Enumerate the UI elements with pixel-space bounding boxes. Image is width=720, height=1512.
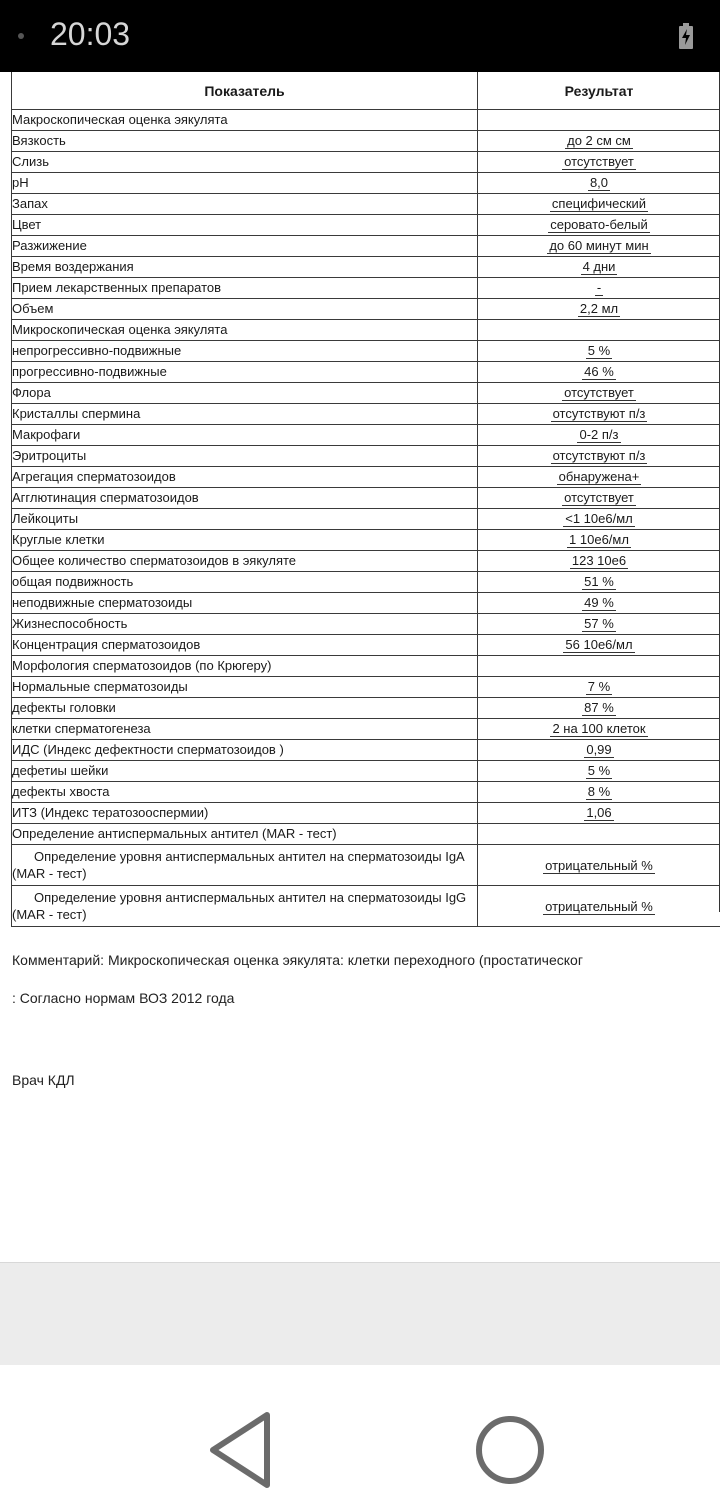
table-row [12,719,720,740]
header-parameter: Показатель [12,72,478,110]
result-value [478,194,720,215]
result-value [478,320,720,341]
home-circle-icon[interactable] [474,1414,546,1486]
table-row [12,194,720,215]
parameter-name: pH [12,173,478,194]
result-value-text: 1,06 [586,805,612,820]
section-title: Морфология сперматозоидов (по Крюгеру) [12,656,478,677]
result-value-text: 5 % [587,763,611,778]
parameter-name: Флора [12,383,478,404]
result-value [478,551,720,572]
result-value [478,152,720,173]
result-value [478,614,720,635]
result-value-text: отрицательный % [545,857,653,873]
table-row [12,152,720,173]
parameter-name: ИТЗ (Индекс тератозооспермии) [12,803,478,824]
parameter-name: Цвет [12,215,478,236]
table-section-row [12,656,720,677]
section-title: Макроскопическая оценка эякулята [12,110,478,131]
parameter-name: Эритроциты [12,446,478,467]
parameter-name: Прием лекарственных препаратов [12,278,478,299]
result-value-text: обнаружена+ [558,469,640,484]
result-value [478,467,720,488]
result-value [478,782,720,803]
table-row [12,677,720,698]
parameter-name: Жизнеспособность [12,614,478,635]
result-value [478,593,720,614]
parameter-name: дефекты хвоста [12,782,478,803]
parameter-name: Определение уровня антиспермальных антител на сперматозоиды IgA (MAR - тест) [12,845,478,886]
result-value-text: 5 % [587,343,611,358]
parameter-name: Разжижение [12,236,478,257]
result-value-text: 0,99 [586,742,612,757]
result-value-text: до 2 см см [567,133,631,148]
result-value-text: 46 % [584,364,614,379]
result-value [478,362,720,383]
table-row [12,698,720,719]
result-value-text: отсутствует [564,154,634,169]
parameter-name: Запах [12,194,478,215]
table-section-row [12,824,720,845]
result-value [478,824,720,845]
battery-charging-icon [679,23,693,49]
result-value [478,719,720,740]
parameter-name: Макрофаги [12,425,478,446]
parameter-name: Агглютинация сперматозоидов [12,488,478,509]
result-value-text: 56 10е6/мл [565,637,633,652]
table-row [12,404,720,425]
parameter-name: непрогрессивно-подвижные [12,341,478,362]
result-value [478,677,720,698]
result-value [478,299,720,320]
parameter-name: Слизь [12,152,478,173]
table-row [12,761,720,782]
result-value-text: 8,0 [589,175,609,190]
parameter-name: Время воздержания [12,257,478,278]
table-section-row [12,110,720,131]
parameter-name: дефетиы шейки [12,761,478,782]
parameter-name: Агрегация сперматозоидов [12,467,478,488]
parameter-name: прогрессивно-подвижные [12,362,478,383]
result-value [478,341,720,362]
result-value-text: специфический [551,196,647,211]
result-value-text: 51 % [584,574,614,589]
result-value-text: - [596,280,602,295]
result-value-text: 57 % [584,616,614,631]
comment-text: Комментарий: Микроскопическая оценка эякулята: клетки переходного (простатическог [12,952,583,968]
result-value [478,740,720,761]
result-value [478,698,720,719]
table-header-row [12,72,720,110]
lab-report-document[interactable] [0,72,720,1262]
navigation-bar [0,1365,720,1512]
parameter-name: Круглые клетки [12,530,478,551]
result-value-text: 1 10е6/мл [569,532,629,547]
result-value [478,131,720,152]
table-row [12,886,720,927]
result-value [478,215,720,236]
result-value [478,173,720,194]
table-row [12,551,720,572]
table-row [12,383,720,404]
parameter-name: ИДС (Индекс дефектности сперматозоидов ) [12,740,478,761]
table-row [12,341,720,362]
norms-text: : Согласно нормам ВОЗ 2012 года [12,990,235,1006]
status-bar [0,0,720,72]
result-value-text: отсутствуют п/з [552,448,646,463]
result-value [478,278,720,299]
result-value-text: отсутствует [564,385,634,400]
result-value [478,425,720,446]
parameter-name: Общее количество сперматозоидов в эякуляте [12,551,478,572]
parameter-name: дефекты головки [12,698,478,719]
parameter-name: Кристаллы спермина [12,404,478,425]
result-value [478,572,720,593]
result-value-text: 87 % [584,700,614,715]
table-row [12,257,720,278]
parameter-name: клетки сперматогенеза [12,719,478,740]
result-value-text: <1 10е6/мл [565,511,633,526]
table-row [12,173,720,194]
result-value-text: отрицательный % [545,898,653,914]
result-value-text: 123 10е6 [571,553,627,568]
result-value-text: 0-2 п/з [579,427,619,442]
result-value [478,110,720,131]
result-value-text: 4 дни [582,259,616,274]
table-row [12,845,720,886]
parameter-name: Лейкоциты [12,509,478,530]
result-value [478,761,720,782]
result-value-text: 2 на 100 клеток [552,721,646,736]
result-value [478,530,720,551]
table-row [12,446,720,467]
parameter-name: Нормальные сперматозоиды [12,677,478,698]
result-value-text: серовато-белый [550,217,648,232]
table-row [12,215,720,236]
result-value-text: 49 % [584,595,614,610]
table-row [12,614,720,635]
doctor-signature-label: Врач КДЛ [12,1072,75,1088]
result-value [478,886,720,927]
table-row [12,530,720,551]
result-value-text: отсутствуют п/з [552,406,646,421]
parameter-name: общая подвижность [12,572,478,593]
result-value [478,383,720,404]
result-value-text: до 60 минут мин [549,238,649,253]
result-value [478,446,720,467]
table-row [12,509,720,530]
result-value [478,656,720,677]
table-row [12,278,720,299]
table-row [12,782,720,803]
table-row [12,593,720,614]
result-value [478,845,720,886]
notification-dot-icon [18,33,24,39]
back-triangle-icon[interactable] [205,1410,275,1490]
table-row [12,803,720,824]
parameter-name: Определение уровня антиспермальных антител на сперматозоиды IgG (MAR - тест) [12,886,478,927]
result-value [478,257,720,278]
table-row [12,467,720,488]
result-value [478,509,720,530]
section-title: Микроскопическая оценка эякулята [12,320,478,341]
result-value [478,404,720,425]
parameter-name: неподвижные сперматозоиды [12,593,478,614]
table-row [12,299,720,320]
table-section-row [12,320,720,341]
table-row [12,572,720,593]
table-row [12,362,720,383]
result-value-text: отсутствует [564,490,634,505]
header-result: Результат [478,72,720,110]
table-row [12,635,720,656]
table-row [12,488,720,509]
parameter-name: Концентрация сперматозоидов [12,635,478,656]
result-value [478,488,720,509]
table-row [12,236,720,257]
status-time: 20:03 [50,16,131,52]
section-title: Определение антиспермальных антител (MAR - тест) [12,824,478,845]
parameter-name: Вязкость [12,131,478,152]
result-value-text: 2,2 мл [579,301,619,316]
result-value-text: 7 % [587,679,611,694]
result-value-text: 8 % [587,784,611,799]
table-body [12,110,720,927]
parameter-name: Объем [12,299,478,320]
viewer-bottom-panel [0,1262,720,1366]
result-value [478,236,720,257]
results-table [11,72,720,927]
table-row [12,740,720,761]
result-value [478,803,720,824]
table-row [12,131,720,152]
result-value [478,635,720,656]
table-row [12,425,720,446]
